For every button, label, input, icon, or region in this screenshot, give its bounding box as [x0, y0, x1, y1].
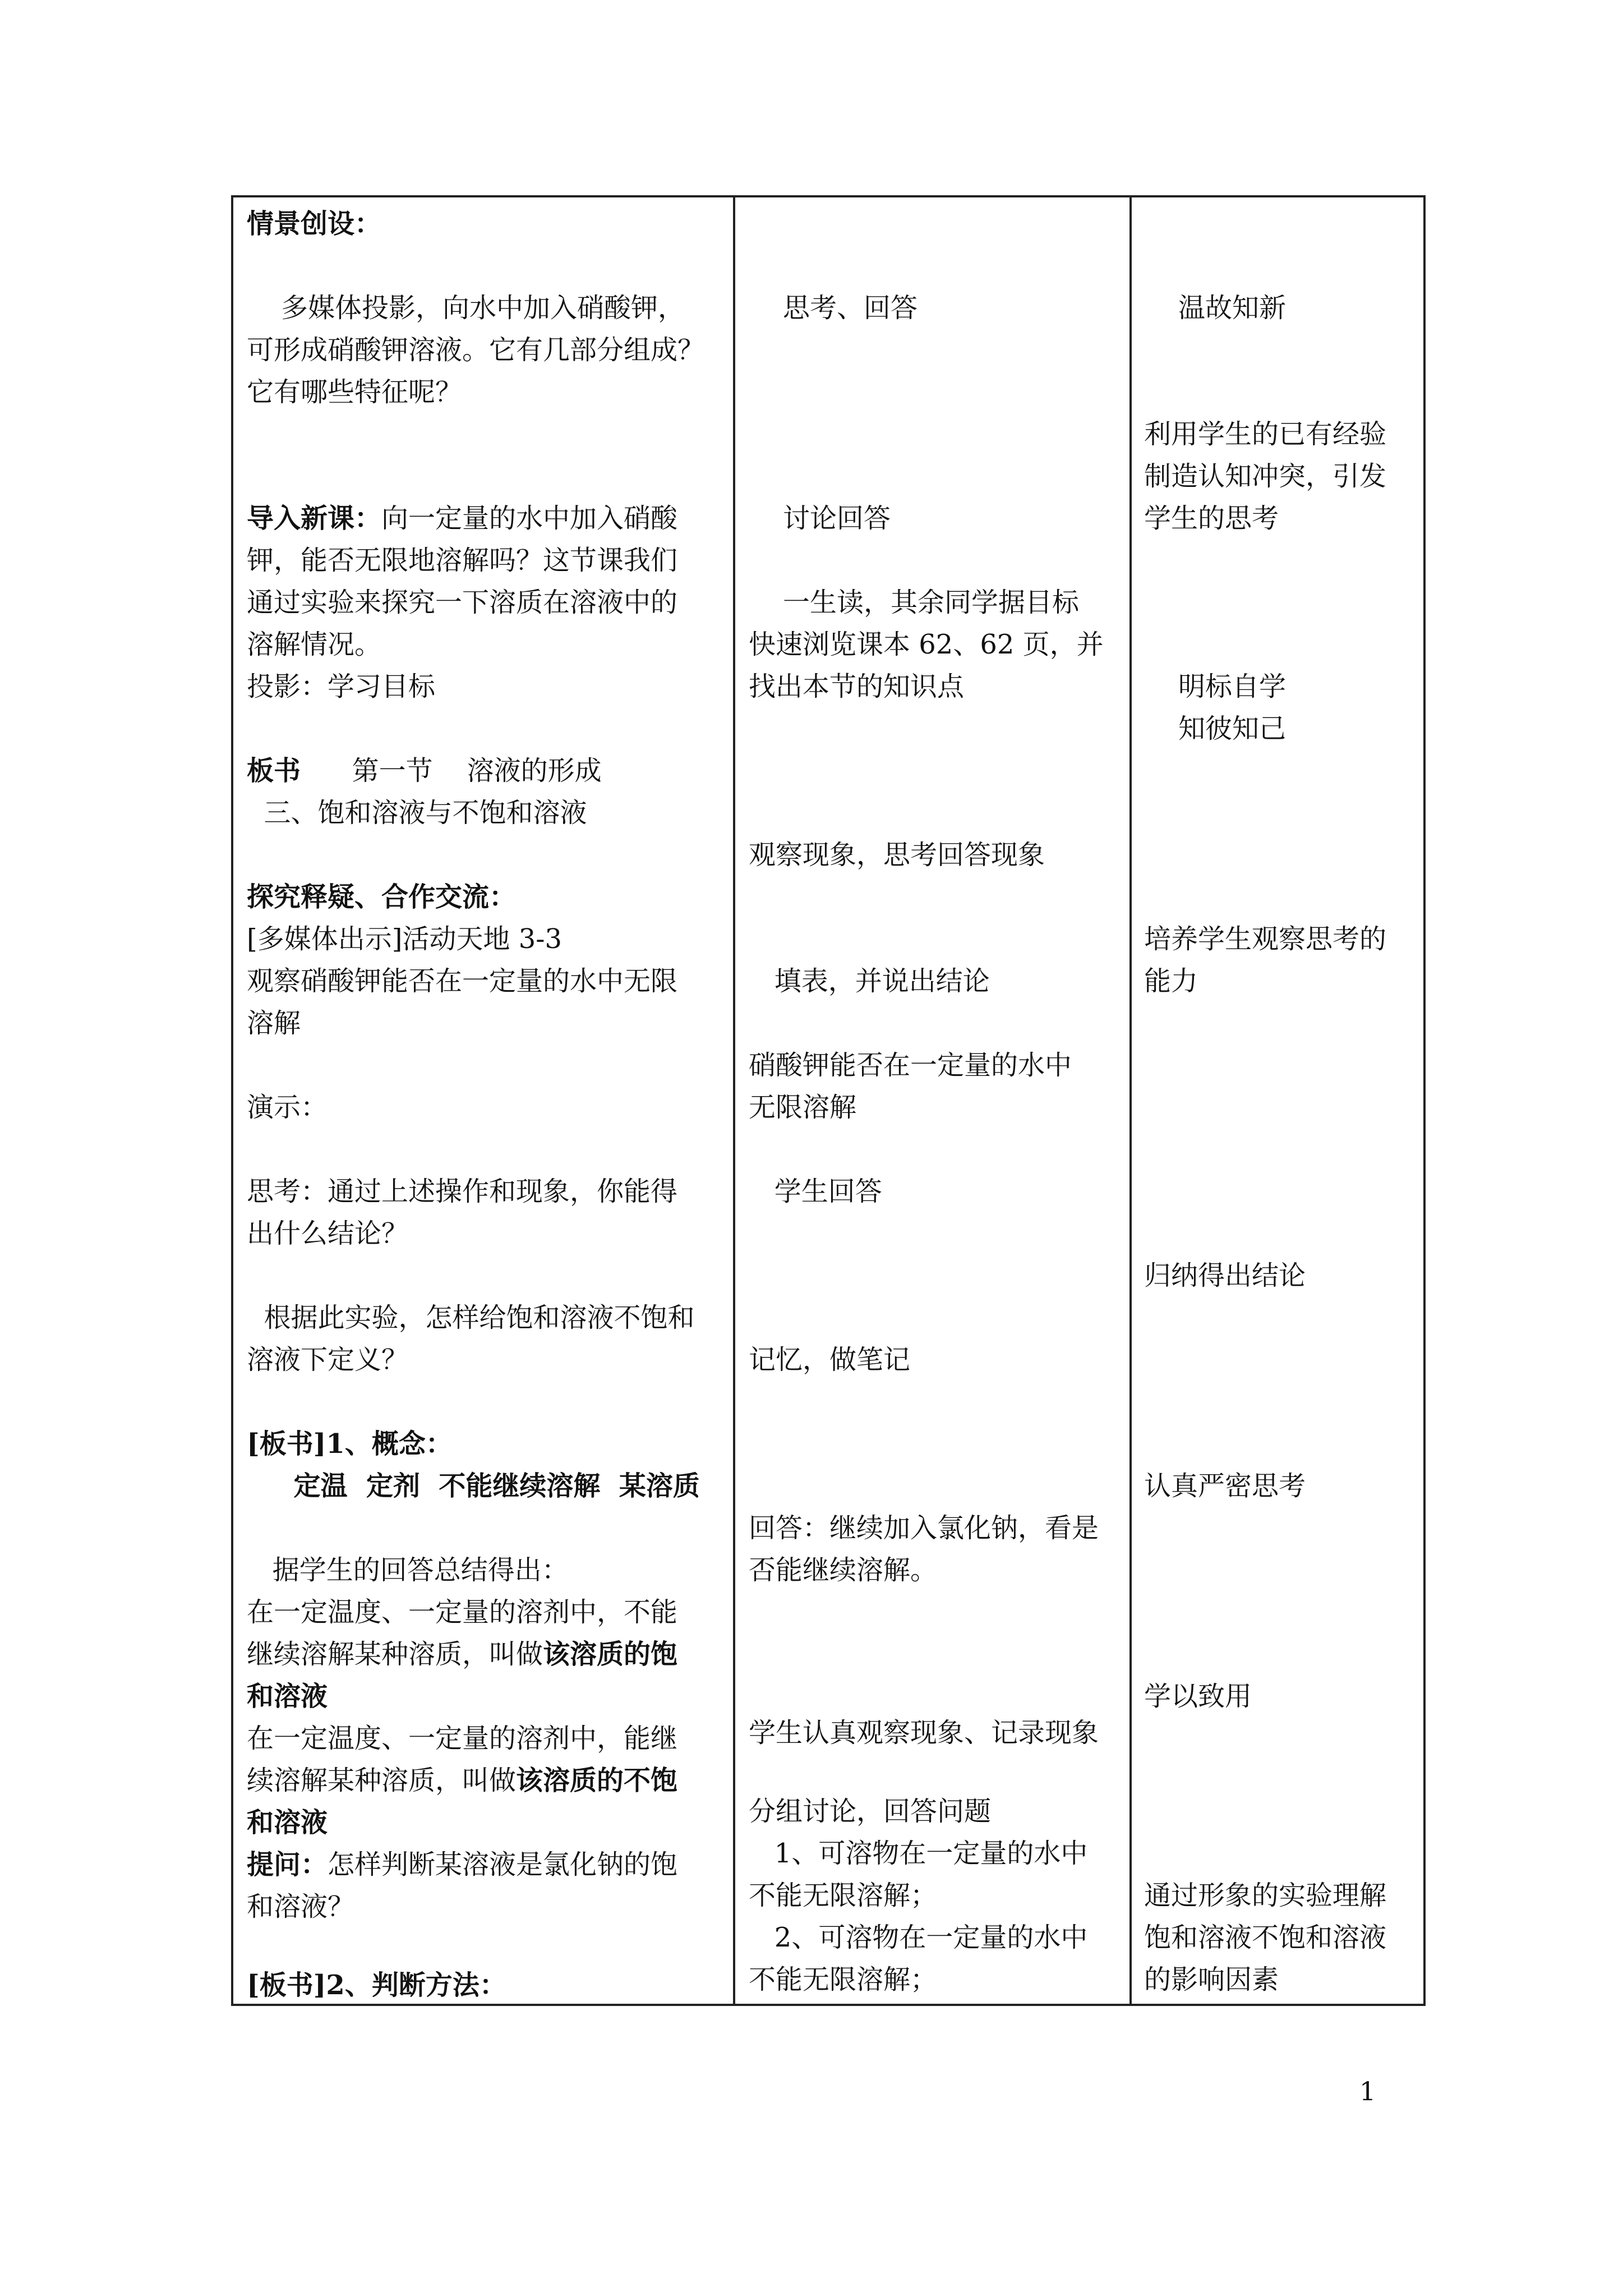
text-segment: 填表，并说出结论: [749, 965, 990, 997]
col1-text-line: [247, 202, 381, 246]
text-segment: 多媒体投影，向水中加入硝酸钾，: [247, 292, 685, 324]
text-segment: 明标自学: [1144, 671, 1287, 702]
text-segment: 思考、回答: [749, 292, 918, 324]
col2-text-line: [749, 1832, 1087, 1875]
text-segment: 学生的思考: [1144, 503, 1279, 534]
col2-text-line: [749, 1916, 1087, 1959]
col3-text-line: [1144, 1874, 1386, 1917]
col2-text-line: [749, 581, 1079, 624]
col1-text-line: [247, 665, 435, 708]
page-number: 1: [1359, 2076, 1376, 2106]
text-segment: 该溶质的饱: [543, 1639, 678, 1670]
text-segment: 思考：通过上述操作和现象，你能得: [247, 1176, 678, 1207]
text-segment: 板书: [247, 755, 301, 786]
text-segment: [板书]2、判断方法：: [247, 1970, 506, 2001]
text-segment: 怎样判断某溶液是氯化钠的饱: [328, 1849, 678, 1880]
col1-text-line: [247, 1632, 677, 1676]
text-segment: 一生读，其余同学据目标: [749, 587, 1080, 618]
col3-text-line: [1144, 412, 1386, 456]
col1-text-line: [247, 1843, 677, 1887]
col1-text-line: [247, 959, 677, 1003]
col1-text-line: [247, 370, 462, 414]
col3-text-line: [1144, 959, 1198, 1003]
col1-text-line: [247, 328, 704, 372]
table-column-divider-1: [733, 195, 735, 2006]
col3-text-line: [1144, 917, 1386, 961]
col1-text-line: [247, 623, 381, 666]
col2-text-line: [749, 1874, 937, 1917]
text-segment: 溶解情况。: [247, 629, 382, 660]
text-segment: 学以致用: [1144, 1681, 1252, 1712]
col3-text-line: [1144, 496, 1279, 540]
table-border-top: [231, 195, 1426, 197]
col3-text-line: [1144, 1916, 1386, 1959]
col1-text-line: [247, 1590, 677, 1634]
col2-text-line: [749, 286, 917, 330]
col1-text-line: [247, 1422, 453, 1466]
col2-text-line: [749, 833, 1045, 877]
col1-text-line: [247, 1801, 328, 1844]
col1-text-line: [247, 1717, 677, 1760]
text-segment: 出什么结论？: [247, 1218, 409, 1249]
col3-text-line: [1144, 1958, 1279, 2001]
text-segment: [多媒体出示]活动天地 3-3: [247, 923, 562, 955]
col1-text-line: [247, 917, 562, 961]
col2-text-line: [749, 623, 1104, 666]
text-segment: 讨论回答: [749, 503, 891, 534]
text-segment: 该溶质的不饱: [516, 1765, 678, 1796]
col1-text-line: [247, 1963, 506, 2007]
text-segment: 和溶液: [247, 1807, 328, 1838]
col1-text-line: [247, 581, 677, 624]
text-segment: 不能无限溶解；: [749, 1880, 938, 1911]
col3-text-line: [1144, 707, 1286, 751]
text-segment: 认真严密思考: [1144, 1470, 1306, 1502]
text-segment: 和溶液？: [247, 1891, 355, 1922]
table-border-right: [1423, 195, 1426, 2006]
col2-text-line: [749, 1085, 856, 1129]
col1-text-line: [247, 1548, 569, 1592]
text-segment: 否能继续溶解。: [749, 1554, 938, 1586]
col2-text-line: [749, 1789, 991, 1833]
text-segment: 能力: [1144, 965, 1198, 997]
text-segment: 归纳得出结论: [1144, 1260, 1306, 1291]
text-segment: 的影响因素: [1144, 1964, 1279, 1995]
col2-text-line: [749, 1958, 937, 2001]
col1-text-line: [247, 1759, 677, 1802]
col3-text-line: [1144, 286, 1286, 330]
text-segment: 分组讨论，回答问题: [749, 1796, 992, 1827]
col1-text-line: [247, 286, 685, 330]
col1-text-line: [247, 1338, 408, 1382]
col2-text-line: [749, 959, 990, 1003]
col2-text-line: [749, 1043, 1072, 1087]
text-segment: 不能无限溶解；: [749, 1964, 938, 1995]
col1-text-line: [247, 1001, 301, 1045]
col2-text-line: [749, 496, 891, 540]
text-segment: 饱和溶液不饱和溶液: [1144, 1922, 1387, 1953]
table-column-divider-2: [1129, 195, 1132, 2006]
col1-text-line: [247, 1885, 354, 1929]
col2-text-line: [749, 1548, 937, 1592]
text-segment: 知彼知己: [1144, 713, 1287, 744]
text-segment: 根据此实验，怎样给饱和溶液不饱和: [247, 1302, 695, 1333]
col1-text-line: [247, 1085, 328, 1129]
col1-text-line: [247, 539, 677, 582]
text-segment: 在一定温度、一定量的溶剂中，不能: [247, 1596, 678, 1628]
col2-text-line: [749, 665, 964, 708]
text-segment: 它有哪些特征呢？: [247, 376, 463, 408]
text-segment: 通过实验来探究一下溶质在溶液中的: [247, 587, 678, 618]
col1-text-line: [247, 875, 516, 919]
text-segment: 情景创设：: [247, 208, 382, 240]
col1-text-line: [247, 791, 587, 835]
text-segment: 可形成硝酸钾溶液。它有几部分组成？: [247, 334, 705, 366]
col1-text-line: [247, 749, 602, 793]
text-segment: 据学生的回答总结得出：: [247, 1554, 569, 1586]
col3-text-line: [1144, 1674, 1252, 1718]
text-segment: 定温 定剂 不能继续溶解 某溶质: [247, 1470, 700, 1502]
text-segment: 探究释疑、合作交流：: [247, 881, 517, 913]
text-segment: 溶解: [247, 1007, 301, 1039]
col1-text-line: [247, 1464, 700, 1508]
text-segment: 记忆，做笔记: [749, 1344, 911, 1375]
text-segment: 制造认知冲突，引发: [1144, 461, 1387, 492]
text-segment: 和溶液: [247, 1681, 328, 1712]
col1-text-line: [247, 1170, 677, 1213]
text-segment: 利用学生的已有经验: [1144, 418, 1387, 450]
text-segment: 钾，能否无限地溶解吗？这节课我们: [247, 545, 678, 576]
table-border-left: [231, 195, 233, 2006]
text-segment: 三、饱和溶液与不饱和溶液: [247, 797, 587, 829]
text-segment: 培养学生观察思考的: [1144, 923, 1387, 955]
col3-text-line: [1144, 1254, 1306, 1297]
col1-text-line: [247, 1674, 328, 1718]
text-segment: [板书]1、概念：: [247, 1428, 453, 1460]
text-segment: 无限溶解: [749, 1092, 857, 1123]
text-segment: 学生认真观察现象、记录现象: [749, 1717, 1099, 1749]
col1-text-line: [247, 496, 677, 540]
col3-text-line: [1144, 665, 1286, 708]
text-segment: 回答：继续加入氯化钠，看是: [749, 1512, 1099, 1544]
text-segment: 溶液下定义？: [247, 1344, 409, 1375]
col1-text-line: [247, 1296, 695, 1340]
col2-text-line: [749, 1170, 882, 1213]
text-segment: 观察硝酸钾能否在一定量的水中无限: [247, 965, 678, 997]
text-segment: 第一节 溶液的形成: [301, 755, 602, 786]
text-segment: 继续溶解某种溶质，叫做: [247, 1639, 543, 1670]
text-segment: 提问：: [247, 1849, 328, 1880]
text-segment: 演示：: [247, 1092, 328, 1123]
text-segment: 续溶解某种溶质，叫做: [247, 1765, 517, 1796]
col2-text-line: [749, 1338, 910, 1382]
col3-text-line: [1144, 454, 1386, 498]
col2-text-line: [749, 1711, 1099, 1755]
text-segment: 投影：学习目标: [247, 671, 436, 702]
text-segment: 学生回答: [749, 1176, 882, 1207]
text-segment: 找出本节的知识点: [749, 671, 965, 702]
col2-text-line: [749, 1506, 1099, 1550]
col1-text-line: [247, 1212, 408, 1255]
text-segment: 在一定温度、一定量的溶剂中，能继: [247, 1723, 678, 1754]
text-segment: 观察现象，思考回答现象: [749, 839, 1045, 871]
text-segment: 硝酸钾能否在一定量的水中: [749, 1050, 1072, 1081]
col3-text-line: [1144, 1464, 1306, 1508]
text-segment: 通过形象的实验理解: [1144, 1880, 1387, 1911]
text-segment: 1、可溶物在一定量的水中: [749, 1838, 1088, 1869]
text-segment: 快速浏览课本 62、62 页，并: [749, 629, 1104, 660]
text-segment: 向一定量的水中加入硝酸: [381, 503, 678, 534]
text-segment: 导入新课：: [247, 503, 382, 534]
text-segment: 温故知新: [1144, 292, 1287, 324]
text-segment: 2、可溶物在一定量的水中: [749, 1922, 1088, 1953]
